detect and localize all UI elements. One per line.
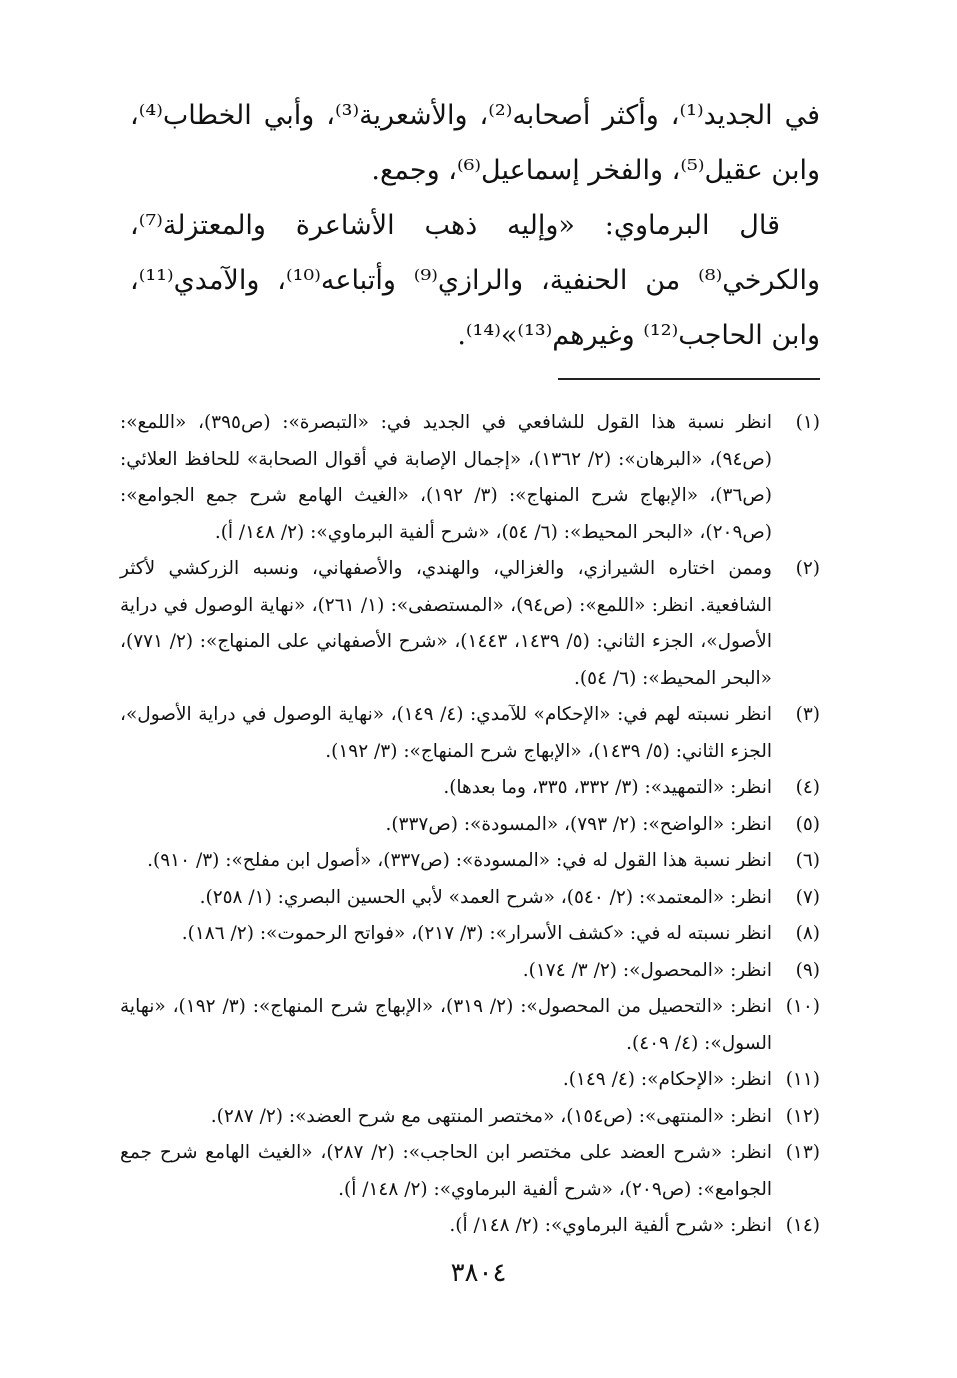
footnote-number: (١٤) [785, 1215, 820, 1236]
footnote-14 [120, 1208, 820, 1245]
footnote-number: (١) [795, 412, 820, 433]
footnote-number: (٥) [795, 813, 820, 835]
footnote-number: (٨) [795, 923, 820, 944]
footnote-6 [120, 843, 820, 880]
footnote-9 [120, 953, 820, 990]
footnote-number: (٣) [795, 704, 820, 725]
footnote-text: انظر: «الواضح»: (٢/ ٧٩٣)، «المسودة»: (ص٣٣٧). [385, 813, 772, 835]
footnote-text: انظر نسبة هذا القول له في: «المسودة»: (ص٣٣٧)، «أصول ابن مفلح»: (٣/ ٩١٠). [147, 850, 772, 871]
footnote-text: انظر: «التحصيل من المحصول»: (٢/ ٣١٩)، «الإبهاج شرح المنهاج»: (٣/ ١٩٢)، «نهاية السول»: (٤/ ٤٠٩). [120, 996, 772, 1054]
footnote-text: انظر: «المعتمد»: (٢/ ٥٤٠)، «شرح العمد» لأبي الحسين البصري: (١/ ٢٥٨). [199, 886, 772, 908]
footnote-number: (٩) [795, 959, 820, 981]
footnote-separator [558, 378, 820, 380]
footnote-4 [120, 770, 820, 807]
footnote-text: انظر نسبته لهم في: «الإحكام» للآمدي: (٤/ ١٤٩)، «نهاية الوصول في دراية الأصول»، الجزء الثاني: (٥/ ١٤٣٩)، «الإبهاج شرح المنهاج»: (٣/ ١٩٢). [120, 704, 772, 762]
footnote-13 [120, 1135, 820, 1208]
footnote-5 [120, 807, 820, 844]
footnote-number: (١٢) [785, 1105, 820, 1127]
main-paragraph-1: في الجديد⁽¹⁾، وأكثر أصحابه⁽²⁾، والأشعرية⁽³⁾، وأبي الخطاب⁽⁴⁾، وابن عقيل⁽⁵⁾، والفخر إسماعيل⁽⁶⁾، وجمع. [130, 100, 820, 186]
footnote-number: (٧) [795, 886, 820, 908]
footnote-text: انظر نسبة هذا القول للشافعي في الجديد في: «التبصرة»: (ص٣٩٥)، «اللمع»: (ص٩٤)، «البرهان»: (٢/ ١٣٦٢)، «إجمال الإصابة في أقوال الصحابة» للحافظ العلائي: (ص٣٦)، «الإبهاج شرح المنهاج»: (٣/ ١٩٢)، «الغيث الهامع شرح جمع الجوامع»: (ص٢٠٩)، «البحر المحيط»: (٦/ ٥٤)، «شرح ألفية البرماوي»: (٢/ ١٤٨/ أ). [120, 412, 772, 543]
footnote-text: انظر: «شرح ألفية البرماوي»: (٢/ ١٤٨/ أ). [449, 1215, 772, 1236]
footnote-text: انظر: «المحصول»: (٢/ ٣/ ١٧٤). [522, 959, 772, 981]
page-number: ٣٨٠٤ [450, 1258, 507, 1288]
footnote-text: انظر نسبته له في: «كشف الأسرار»: (٣/ ٢١٧)، «فواتح الرحموت»: (٢/ ١٨٦). [181, 923, 772, 944]
footnote-text: انظر: «شرح العضد على مختصر ابن الحاجب»: (٢/ ٢٨٧)، «الغيث الهامع شرح جمع الجوامع»: (ص٢٠٩)، «شرح ألفية البرماوي»: (٢/ ١٤٨/ أ). [120, 1142, 772, 1200]
footnote-number: (١٠) [785, 996, 820, 1017]
footnote-number: (٢) [795, 558, 820, 579]
main-paragraph-2: قال البرماوي: «وإليه ذهب الأشاعرة والمعتزلة⁽⁷⁾، والكرخي⁽⁸⁾ من الحنفية، والرازي⁽⁹⁾ وأتباعه⁽¹⁰⁾، والآمدي⁽¹¹⁾، وابن الحاجب⁽¹²⁾ وغيرهم⁽¹³⁾»⁽¹⁴⁾. [130, 210, 820, 351]
footnote-text: انظر: «المنتهى»: (ص١٥٤)، «مختصر المنتهى مع شرح العضد»: (٢/ ٢٨٧). [210, 1105, 772, 1127]
footnote-number: (١١) [785, 1069, 820, 1090]
footnote-2 [120, 551, 820, 697]
footnote-11 [120, 1062, 820, 1099]
footnote-text: انظر: «الإحكام»: (٤/ ١٤٩). [562, 1069, 772, 1090]
footnotes-section [120, 405, 820, 1245]
footnote-text: انظر: «التمهيد»: (٣/ ٣٣٢، ٣٣٥، وما بعدها). [443, 777, 772, 798]
footnote-12 [120, 1099, 820, 1136]
footnote-10 [120, 989, 820, 1062]
main-text [130, 88, 820, 363]
footnote-text: وممن اختاره الشيرازي، والغزالي، والهندي، والأصفهاني، ونسبه الزركشي لأكثر الشافعية. انظر: «اللمع»: (ص٩٤)، «المستصفى»: (١/ ٢٦١)، «نهاية الوصول في دراية الأصول»، الجزء الثاني: (٥/ ١٤٣٩، ١٤٤٣)، «شرح الأصفهاني على المنهاج»: (٢/ ٧٧١)، «البحر المحيط»: (٦/ ٥٤). [120, 558, 772, 689]
footnote-3 [120, 697, 820, 770]
footnote-number: (٦) [795, 850, 820, 871]
footnote-number: (٤) [795, 777, 820, 798]
footnote-7 [120, 880, 820, 917]
footnote-number: (١٣) [785, 1142, 820, 1163]
footnote-8 [120, 916, 820, 953]
footnote-1 [120, 405, 820, 551]
